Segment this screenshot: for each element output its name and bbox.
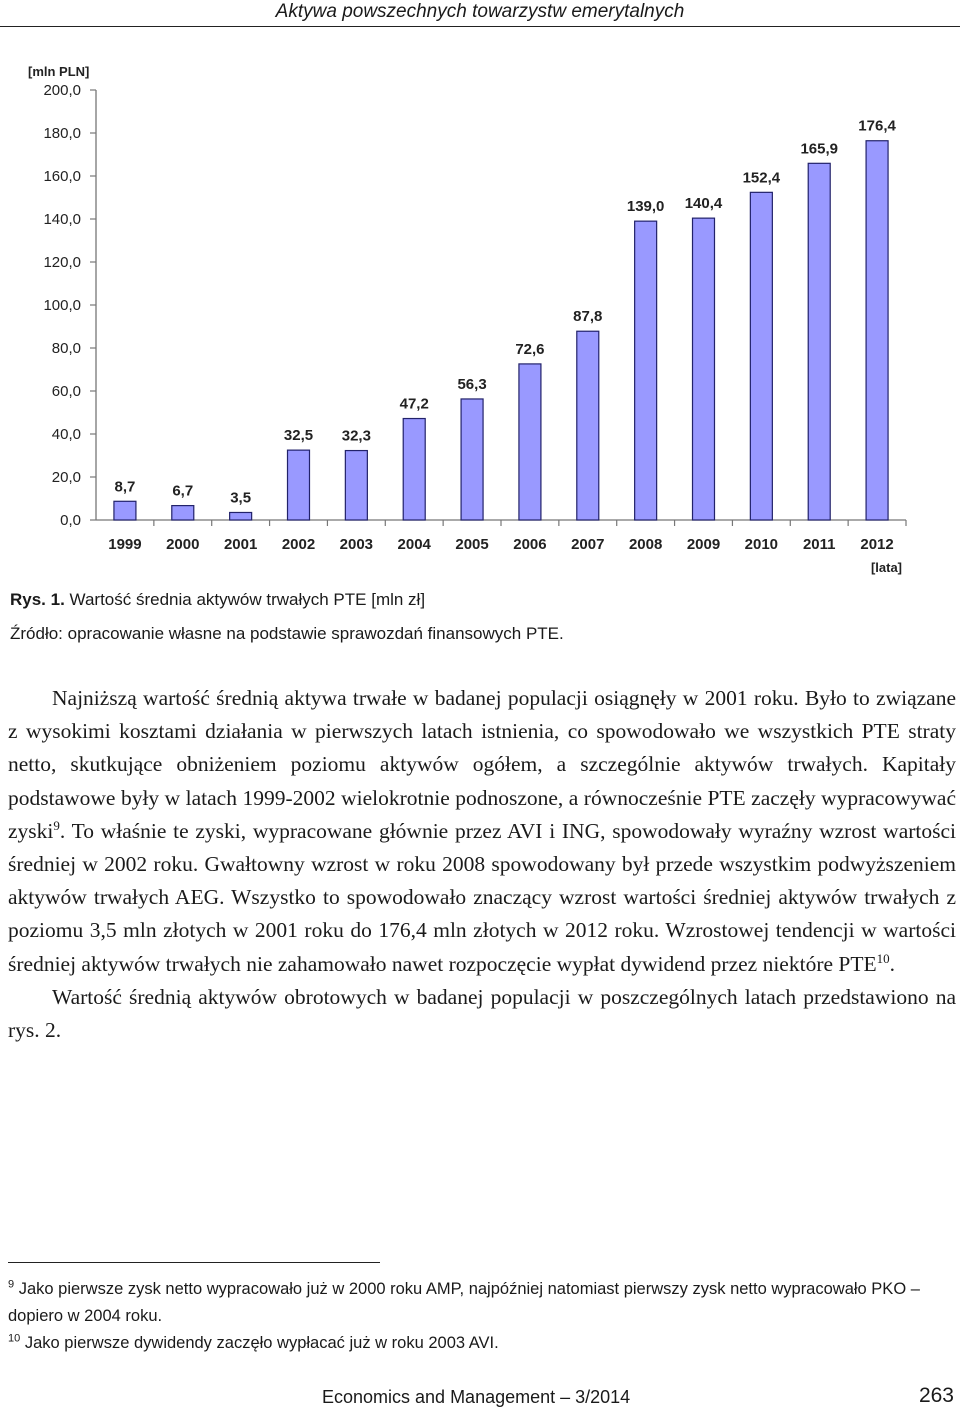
data-label: 56,3 <box>457 375 487 393</box>
paragraph-1-part-c: . <box>889 951 895 976</box>
y-tick-label: 180,0 <box>43 125 81 142</box>
x-tick-label: 2012 <box>860 536 894 553</box>
footnote-10 <box>8 1330 956 1357</box>
bar <box>461 399 483 520</box>
y-tick-label: 120,0 <box>43 254 81 271</box>
x-tick-label: 2009 <box>686 536 721 553</box>
bar <box>403 419 425 520</box>
paragraph-1-part-a: Najniższą wartość średnią aktywa trwałe w badanej populacji osiągnęły w 2001 roku. Było to związane z wysokimi kosztami działania w pierwszych latach istnienia, co spowodowało we wszystkich PTE straty netto, skutkujące obniżeniem poziomu aktywów ogółem, a szczególnie aktywów trwałych. Kapitały podstawowe były w latach 1999-2002 wielokrotnie podnoszone, a równocześnie PTE zaczęły wypracowywać zyski <box>8 686 956 843</box>
data-label: 8,7 <box>114 478 136 496</box>
page-footer <box>0 1384 960 1410</box>
bar <box>808 163 830 520</box>
paragraph-1 <box>8 682 956 981</box>
figure-caption <box>10 588 425 612</box>
x-tick-label: 2006 <box>513 536 547 553</box>
x-tick-label: 2007 <box>571 536 605 553</box>
x-tick-label: 2003 <box>339 536 374 553</box>
journal-name: Economics and Management – 3/2014 <box>322 1387 631 1407</box>
bar <box>635 221 657 520</box>
running-header-title: Aktywa powszechnych towarzystw emerytalnych <box>275 1 685 22</box>
x-tick-label: 2002 <box>281 536 316 553</box>
bar <box>172 506 194 520</box>
bar <box>288 450 310 520</box>
y-tick-label: 160,0 <box>43 168 81 185</box>
x-tick-label: 2011 <box>802 536 836 553</box>
header-rule <box>0 26 960 27</box>
footnote-rule <box>8 1262 380 1263</box>
data-label: 72,6 <box>515 340 545 358</box>
x-axis-label: [lata] <box>870 560 902 575</box>
data-label: 140,4 <box>684 195 723 213</box>
figure-label: Rys. 1. <box>10 590 65 609</box>
bar <box>345 451 367 520</box>
figure-source: Źródło: opracowanie własne na podstawie sprawozdań finansowych PTE. <box>10 624 564 643</box>
data-label: 139,0 <box>626 198 665 216</box>
x-tick-label: 2001 <box>223 536 258 553</box>
footnote-number: 10 <box>8 1332 21 1345</box>
footnote-number: 9 <box>8 1278 15 1291</box>
bar <box>230 512 252 520</box>
figure-caption-text: Wartość średnia aktywów trwałych PTE [mln zł] <box>69 590 426 609</box>
x-tick-label: 2004 <box>397 536 431 553</box>
bar <box>577 331 599 520</box>
footnotes <box>8 1276 956 1357</box>
x-tick-label: 1999 <box>108 536 142 553</box>
y-tick-label: 0,0 <box>60 512 81 529</box>
data-label: 3,5 <box>230 489 252 507</box>
y-tick-label: 140,0 <box>43 211 81 228</box>
footnote-ref-10: 10 <box>876 950 890 966</box>
bar <box>866 141 888 520</box>
paragraph-2: Wartość średnią aktywów obrotowych w badanej populacji w poszczególnych latach przedstawiono na rys. 2. <box>8 984 956 1043</box>
x-tick-label: 2005 <box>455 536 489 553</box>
y-tick-label: 100,0 <box>43 297 81 314</box>
footnote-text: Jako pierwsze dywidendy zaczęło wypłacać już w roku 2003 AVI. <box>24 1334 499 1352</box>
data-label: 6,7 <box>172 482 194 500</box>
x-tick-label: 2000 <box>166 536 200 553</box>
bar <box>693 218 715 520</box>
bar-chart <box>20 56 920 576</box>
paragraph-1-part-b: . To właśnie te zyski, wypracowane głównie przez AVI i ING, spowodowały wyraźny wzrost wartości średniej w 2002 roku. Gwałtowny wzrost w roku 2008 spowodowany był przede wszystkim podwyższeniem aktywów trwałych AEG. Wszystko to spowodowało znaczący wzrost wartości średniej aktywów trwałych z poziomu 3,5 mln złotych w 2001 roku do 176,4 mln złotych w 2012 roku. Wzrostowej tendencji w wartości średniej aktywów trwałych nie zahamowało nawet rozpoczęcie wypłat dywidend przez niektóre PTE <box>8 818 956 976</box>
running-header <box>0 0 960 28</box>
y-tick-label: 200,0 <box>43 82 81 99</box>
page-number: 263 <box>918 1384 954 1407</box>
bar <box>519 364 541 520</box>
x-tick-label: 2008 <box>628 536 663 553</box>
data-label: 47,2 <box>399 395 429 413</box>
bar <box>750 192 772 520</box>
y-tick-label: 20,0 <box>51 469 81 486</box>
footnote-9 <box>8 1276 956 1330</box>
body-text <box>8 682 956 1047</box>
data-label: 176,4 <box>858 117 896 135</box>
data-label: 152,4 <box>742 169 781 187</box>
data-label: 165,9 <box>800 140 838 158</box>
data-label: 32,5 <box>283 427 314 445</box>
y-tick-label: 60,0 <box>51 383 81 400</box>
footnote-ref-9: 9 <box>53 817 60 833</box>
bar <box>114 501 136 520</box>
x-tick-label: 2010 <box>744 536 779 553</box>
y-axis-label: [mln PLN] <box>28 64 90 79</box>
y-tick-label: 40,0 <box>51 426 81 443</box>
data-label: 32,3 <box>341 427 371 445</box>
footnote-text: Jako pierwsze zysk netto wypracowało już w 2000 roku AMP, najpóźniej natomiast pierwszy zysk netto wypracowało PKO – dopiero w 2004 roku. <box>8 1280 920 1325</box>
data-label: 87,8 <box>573 308 603 326</box>
y-tick-label: 80,0 <box>51 340 81 357</box>
